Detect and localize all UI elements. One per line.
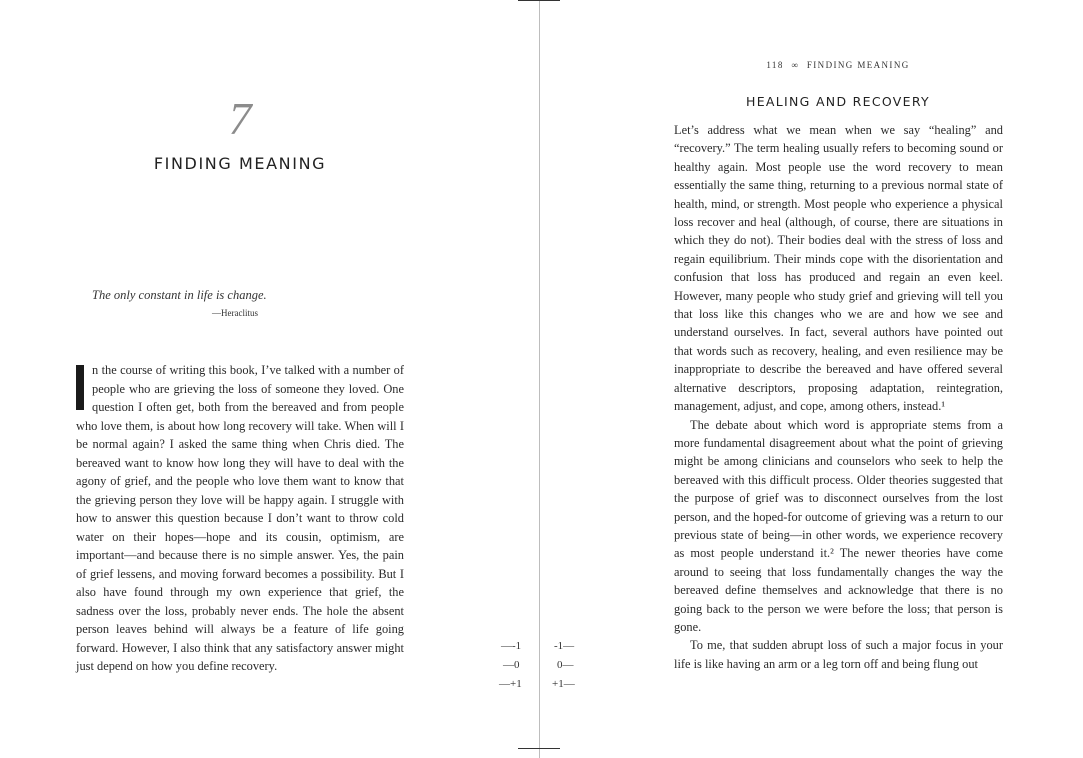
paragraph: The debate about which word is appropriate stems from a more fundamental disagreement about what the point of grieving might be among clinicians and counselors who seek to help the bereaved with this difficult process. Older theories suggested that the purpose of grief was to disconnect ourselves from the lost person, and the hoped-for outcome of grieving was a return to our previous state of being—in other words, we experience recovery as most people understand it.² The newer theories have come around to seeing that loss fundamentally changes the way the bereaved define themselves and acknowledge that there is no going back to the person we were before the loss; that person is gone. <box>674 417 1003 634</box>
page-number: 118 <box>766 60 784 70</box>
epigraph-quote: The only constant in life is change. <box>92 288 267 302</box>
chapter-opening-text <box>76 361 404 676</box>
paragraph: Let’s address what we mean when we say “healing” and “recovery.” The term healing usually refers to becoming sound or healthy again. Most people use the word recovery to mean essentially the same thing, returning to a previous normal state of health, mind, or strength. Most people who experience a physical loss recover and heal (although, of course, there are situations in which they do not). Their bodies deal with the stress of loss and regain equilibrium. Their minds cope with the disorientation and confusion that loss has produced and regain an even keel. However, many people who study grief and grieving will tell you that loss like this changes who we are and how we see and understand ourselves. In fact, several authors have pointed out that words such as recovery, healing, and even resilience may be inappropriate to describe the bereaved and have offered several alternative descriptors, proposing adaptation, reintegration, management, adjust, and cope, among others, instead.¹ <box>674 123 1003 414</box>
ornament-icon: ∞ <box>791 60 800 70</box>
registration-mark-left: —+1 <box>499 678 522 690</box>
registration-mark-left: —-1 <box>501 640 522 652</box>
running-head <box>673 60 1003 70</box>
crop-mark-top <box>518 0 560 1</box>
opening-paragraph: n the course of writing this book, I’ve talked with a number of people who are grieving the loss of someone they loved. One question I often get, both from the bereaved and from people who love them, is about how long recovery will take. When will I be normal again? I asked the same thing when Chris died. The bereaved want to know how long they will have to deal with the agony of grief, and the people who love them want to know that the grieving person they love will be happy again. I struggle with how to answer this question because I don’t want to throw cold water on their hopes—hope and its cousin, optimism, are important—and because there is no simple answer. Yes, the pain of grief lessens, and moving forward becomes a possibility. But I also have found through my own experience that grief, the sadness over the loss, probably never ends. The hole the absent person leaves behind will always be a feature of life going forward. However, I also think that any satisfactory answer might just depend on how you define recovery. <box>76 363 404 673</box>
section-body <box>674 121 1003 673</box>
registration-mark-right: +1— <box>552 678 575 690</box>
paragraph: To me, that sudden abrupt loss of such a major focus in your life is like having an arm or a leg torn off and being flung out <box>674 638 1003 671</box>
epigraph-attribution: —Heraclitus <box>212 308 258 318</box>
running-head-title: FINDING MEANING <box>806 60 910 70</box>
registration-mark-right: -1— <box>554 640 575 652</box>
drop-cap-icon <box>76 365 84 410</box>
section-title: HEALING AND RECOVERY <box>746 94 930 109</box>
gutter-line <box>539 0 540 758</box>
chapter-number: 7 <box>228 93 252 144</box>
crop-mark-bottom <box>518 748 560 749</box>
chapter-title: FINDING MEANING <box>153 154 327 173</box>
registration-mark-right: 0— <box>557 659 574 671</box>
registration-mark-left: —0 <box>503 659 520 671</box>
